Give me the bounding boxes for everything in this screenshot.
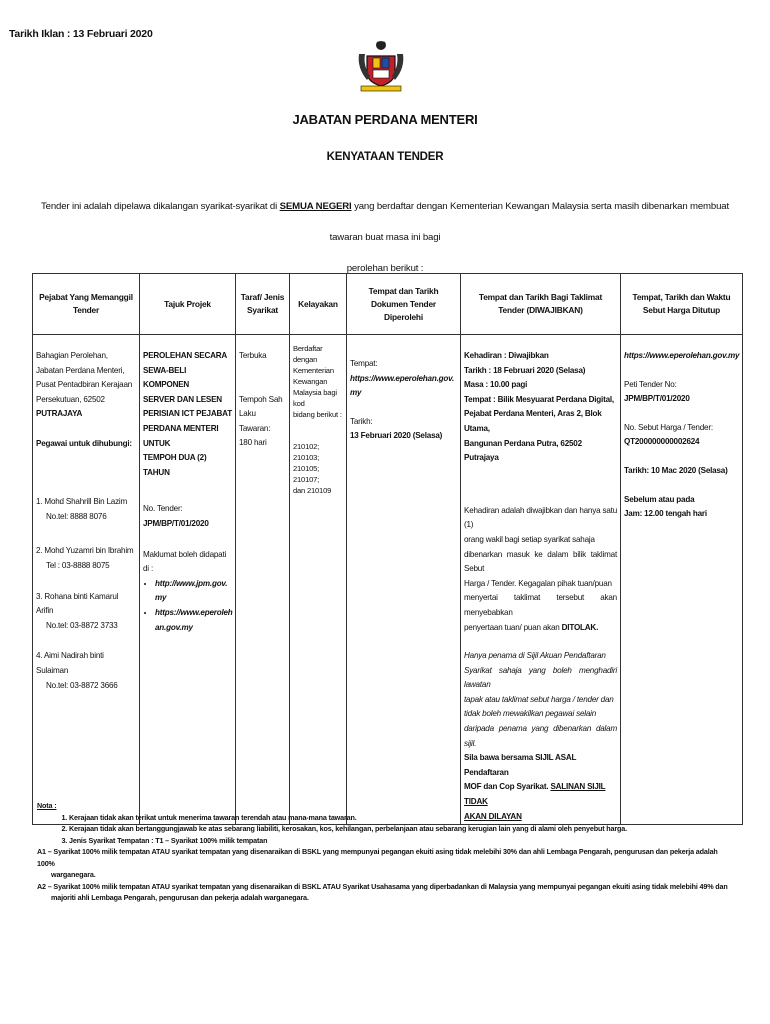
before-label: Sebelum atau pada	[624, 494, 695, 504]
tender-no-label: No. Tender:	[143, 504, 183, 514]
briefing-cell	[461, 335, 621, 825]
document-place-label: Tempat:	[350, 359, 378, 368]
project-title-line: SERVER DAN LESEN	[143, 394, 222, 404]
contact-tel: No.tel: 03-8872 3733	[46, 620, 118, 630]
tender-table	[32, 273, 743, 825]
document-cell	[347, 335, 461, 825]
contacts-label: Pegawai untuk dihubungi:	[36, 438, 132, 448]
qualification-line: Berdaftar dengan	[293, 344, 323, 364]
closing-date: Tarikh: 10 Mac 2020 (Selasa)	[624, 465, 728, 475]
project-title-line: TEMPOH DUA (2) TAHUN	[143, 453, 207, 477]
column-header: Tempat dan Tarikh Dokumen Tender Diperolehi	[347, 274, 461, 335]
quote-no: QT200000000002624	[624, 437, 700, 447]
closing-cell	[621, 335, 743, 825]
ad-date: Tarikh Iklan : 13 Februari 2020	[9, 28, 153, 40]
field-codes: 210102; 210103;	[293, 442, 320, 462]
note-a1-cont: warganegara.	[51, 870, 96, 879]
notes-title: Nota :	[37, 801, 57, 810]
intro-emphasis: SEMUA NEGERI	[279, 201, 352, 212]
company-type: Terbuka	[239, 351, 267, 360]
office-city: PUTRAJAYA	[36, 409, 83, 419]
contact-name: 3. Rohana binti Kamarul Arifin	[36, 591, 119, 616]
note-a2: A2 – Syarikat 100% milik tempatan ATAU syarikat tempatan yang disenaraikan di BSKL ATAU Syarikat Usahasama yang diperbadankan di Malaysia yang mempunyai pegangan ekuiti asing tidak melebihi 49% dan	[37, 881, 728, 891]
notice-title: KENYATAAN TENDER	[326, 151, 444, 163]
rejected-label: DITOLAK.	[561, 622, 599, 632]
column-header: Pejabat Yang Memanggil Tender	[33, 274, 140, 335]
info-label: Maklumat boleh didapati di :	[143, 549, 227, 574]
status-cell	[236, 335, 290, 825]
quote-no-label: No. Sebut Harga / Tender:	[624, 422, 713, 432]
qualification-line: Kewangan	[293, 377, 328, 386]
qualification-line: bidang berikut :	[293, 410, 342, 419]
tender-box-label: Peti Tender No:	[624, 379, 677, 389]
note-a2-cont: majoriti ahli Lembaga Pengarah, pengurusan dan pekerja adalah warganegara.	[51, 893, 309, 902]
intro-paragraph	[30, 191, 740, 284]
table-header-row	[33, 274, 743, 335]
qualification-line: Malaysia bagi kod	[293, 388, 337, 408]
column-header: Tempat dan Tarikh Bagi Taklimat Tender (DIWAJIBKAN)	[461, 274, 621, 335]
note-item: 3. Jenis Syarikat Tempatan : T1 – Syarikat 100% milik tempatan	[69, 835, 737, 847]
briefing-place-line: Bangunan Perdana Putra, 62502 Putrajaya	[464, 438, 582, 463]
qualification-cell	[290, 335, 347, 825]
office-line: Jabatan Perdana Menteri,	[36, 365, 125, 375]
note-a1: A1 – Syarikat 100% milik tempatan ATAU syarikat tempatan yang disenaraikan di BSKL yang mempunyai pegangan ekuiti asing tidak melebihi 30% dan ahli Lembaga Pengarah, pengurusan dan pekerja adalah 100%	[37, 847, 718, 868]
registration-paragraph: Hanya penama di Sijil Akuan Pendaftaran Syarikat sahaja yang boleh menghadiri lawatan tapak atau taklimat sebut harga / tender dan tidak boleh mewakilkan pegawai selain daripada penama yang dibenarkan dalam sijil.	[464, 651, 617, 748]
intro-text-after: yang berdaftar dengan Kementerian Kewangan Malaysia serta masih dibenarkan membuat tawaran buat masa ini bagi	[329, 201, 729, 243]
eperolehan-link[interactable]: • https://www.eperoleh an.gov.my	[155, 606, 232, 635]
contact-name: 1. Mohd Shahrill Bin Lazim	[36, 497, 128, 507]
tender-no: JPM/BP/T/01/2020	[143, 518, 209, 528]
briefing-place: Tempat : Bilik Mesyuarat Perdana Digital,	[464, 394, 614, 404]
column-header: Tajuk Projek	[140, 274, 236, 335]
project-cell	[140, 335, 236, 825]
table-row	[33, 335, 743, 825]
document-date-label: Tarikh:	[350, 416, 373, 426]
intro-text-before: Tender ini adalah dipelawa dikalangan syarikat-syarikat di	[41, 201, 280, 212]
closing-url[interactable]: https://www.eperolehan.gov.my	[624, 351, 740, 360]
note-item: 1. Kerajaan tidak akan terikat untuk menerima tawaran terendah atau mana-mana tawaran.	[69, 812, 737, 824]
column-header: Taraf/ Jenis Syarikat	[236, 274, 290, 335]
document-url[interactable]: https://www.eperolehan.gov. my	[350, 373, 455, 398]
project-title-line: PERISIAN ICT PEJABAT	[143, 409, 232, 419]
notes-section	[37, 800, 737, 904]
department-title: JABATAN PERDANA MENTERI	[292, 112, 478, 127]
column-header: Tempat, Tarikh dan Waktu Sebut Harga Ditutup	[621, 274, 743, 335]
contact-name: 4. Aimi Nadirah binti Sulaiman	[36, 651, 104, 675]
validity-line: Laku Tawaran:	[239, 409, 271, 433]
jpm-link[interactable]: • http://www.jpm.gov. my	[155, 577, 232, 606]
project-title-line: SEWA-BELI KOMPONEN	[143, 365, 190, 390]
tender-box-no: JPM/BP/T/01/2020	[624, 394, 690, 404]
contact-tel: Tel : 03-8888 8075	[46, 560, 110, 570]
document-date: 13 Februari 2020 (Selasa)	[350, 431, 443, 441]
briefing-date: Tarikh : 18 Februari 2020 (Selasa)	[464, 365, 586, 375]
project-title-line: PEROLEHAN SECARA	[143, 351, 228, 360]
closing-time: Jam: 12.00 tengah hari	[624, 509, 707, 519]
briefing-place-line: Pejabat Perdana Menteri, Aras 2, Blok Utama,	[464, 409, 602, 433]
office-line: Bahagian Perolehan,	[36, 351, 108, 360]
office-line: Pusat Pentadbiran Kerajaan	[36, 380, 133, 390]
validity-line: 180 hari	[239, 438, 267, 448]
office-line: Persekutuan, 62502	[36, 394, 105, 404]
intro-text-line2: perolehan berikut :	[346, 263, 424, 274]
field-codes: dan 210109	[293, 486, 332, 495]
column-header: Kelayakan	[290, 274, 347, 335]
validity-line: Tempoh Sah	[239, 394, 283, 404]
certificate-paragraph: Sila bawa bersama SIJIL ASAL Pendaftaran MOF dan Cop Syarikat. SALINAN SIJIL TIDAK AKAN DILAYAN	[464, 753, 606, 821]
contact-name: 2. Mohd Yuzamri bin Ibrahim	[36, 546, 134, 556]
project-title-line: PERDANA MENTERI UNTUK	[143, 423, 219, 448]
attendance-paragraph: Kehadiran adalah diwajibkan dan hanya satu (1) orang wakil bagi setiap syarikat sahaja dibenarkan masuk ke dalam bilik taklimat Sebut Harga / Tender. Kegagalan pihak tuan/puan menyertai taklimat tersebut akan menyebabkan penyertaan tuan/ puan akan DITOLAK.	[464, 505, 617, 632]
briefing-attendance: Kehadiran : Diwajibkan	[464, 351, 549, 360]
contact-tel: No.tel: 8888 8076	[46, 511, 107, 521]
qualification-line: Kementerian	[293, 366, 334, 375]
coat-of-arms-icon	[355, 38, 407, 94]
field-codes: 210105; 210107;	[293, 464, 320, 484]
office-cell	[33, 335, 140, 825]
briefing-time: Masa : 10.00 pagi	[464, 380, 528, 390]
contact-tel: No.tel: 03-8872 3666	[46, 680, 118, 690]
note-item: 2. Kerajaan tidak akan bertanggungjawab ke atas sebarang liabiliti, kerosakan, kos, kehilangan, perbelanjaan atau sebarang kerugian lain yang di alami oleh penyebut harga.	[69, 823, 737, 835]
